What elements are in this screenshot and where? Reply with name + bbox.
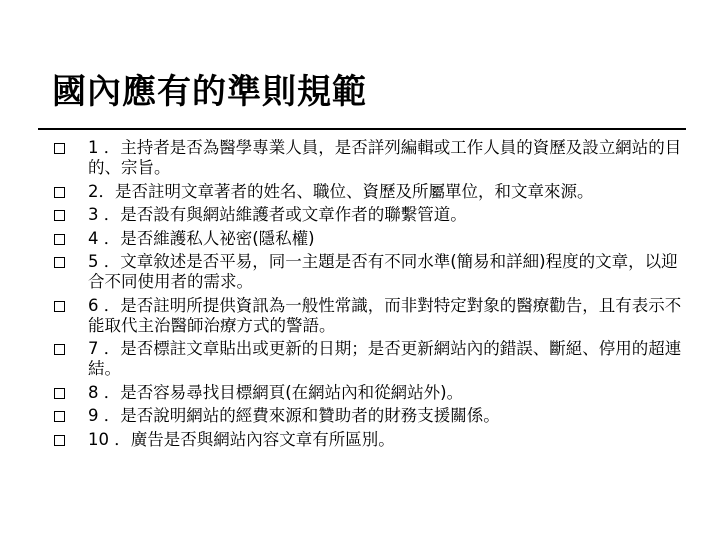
list-item: [54, 252, 686, 292]
list-item-text: 5 ．文章敘述是否平易，同一主題是否有不同水準(簡易和詳細)程度的文章，以迎合不同使用者的需求。: [88, 252, 678, 291]
square-bullet-icon: [54, 388, 65, 399]
list-item-text: 6 ．是否註明所提供資訊為一般性常識，而非對特定對象的醫療勸告，且有表示不能取代主治醫師治療方式的警語。: [88, 295, 682, 335]
title-underline: [38, 128, 686, 130]
list-item: [54, 383, 686, 403]
criteria-list: [54, 138, 686, 453]
slide-title: 國內應有的準則規範: [52, 72, 367, 112]
list-item-text: 3 ．是否設有與網站維護者或文章作者的聯繫管道。: [88, 205, 467, 224]
square-bullet-icon: [54, 411, 65, 422]
square-bullet-icon: [54, 301, 65, 312]
list-item-text: 1 ．主持者是否為醫學專業人員，是否詳列編輯或工作人員的資歷及設立網站的目的、宗旨。: [88, 138, 682, 177]
square-bullet-icon: [54, 435, 65, 446]
square-bullet-icon: [54, 143, 65, 154]
list-item: [54, 205, 686, 225]
list-item: [54, 182, 686, 202]
square-bullet-icon: [54, 257, 65, 268]
list-item-text: 8 ．是否容易尋找目標網頁(在網站內和從網站外)。: [88, 382, 464, 402]
square-bullet-icon: [54, 234, 65, 245]
square-bullet-icon: [54, 344, 65, 355]
list-item-text: 9 ．是否說明網站的經費來源和贊助者的財務支援關係。: [88, 406, 500, 425]
list-item: [54, 406, 686, 426]
list-item-text: 7 ．是否標註文章貼出或更新的日期；是否更新網站內的錯誤、斷絕、停用的超連結。: [88, 339, 682, 378]
list-item-text: 2．是否註明文章著者的姓名、職位、資歷及所屬單位，和文章來源。: [88, 181, 594, 201]
list-item: [54, 296, 686, 336]
list-item: [54, 229, 686, 249]
list-item: [54, 339, 686, 379]
list-item-text: 4 ．是否維護私人祕密(隱私權): [88, 228, 315, 248]
list-item-text: 10 ．廣告是否與網站內容文章有所區別。: [88, 429, 395, 449]
square-bullet-icon: [54, 210, 65, 221]
list-item: [54, 138, 686, 178]
square-bullet-icon: [54, 187, 65, 198]
list-item: [54, 430, 686, 450]
